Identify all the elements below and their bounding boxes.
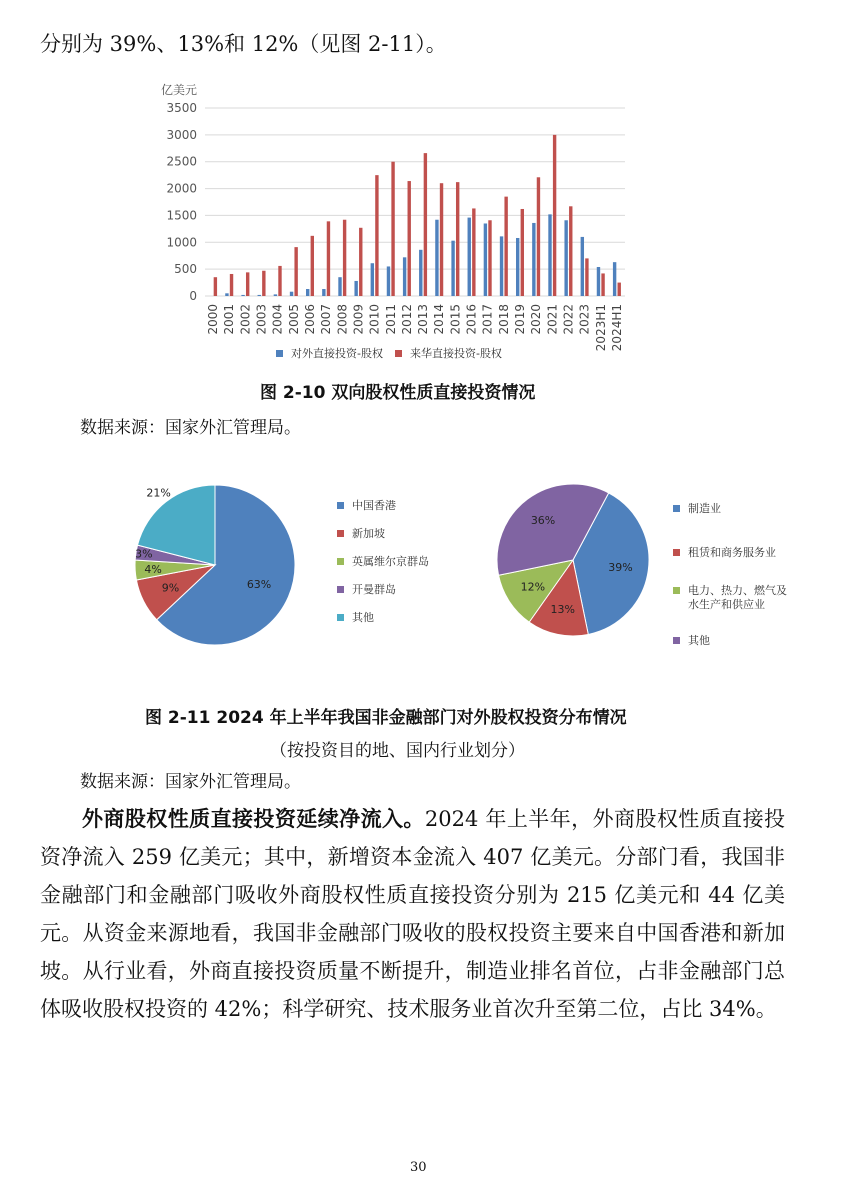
bar-x-tick-label: 2012 [399,304,414,335]
bar-outward-2008 [338,277,341,296]
legend-inward-swatch [395,350,402,357]
bar-inward-2020 [537,177,540,296]
bar-inward-2013 [424,153,427,296]
pie-slice-label-4: 21% [146,486,171,500]
bar-outward-2016 [468,218,471,296]
paragraph-body: 2024 年上半年，外商股权性质直接投资净流入 259 亿美元；其中，新增资本金流入 407 亿美元。分部门看，我国非金融部门和金融部门吸收外商股权性质直接投资分别为 215 亿美元和 44 亿美元。从资金来源地看，我国非金融部门吸收的股权投资主要来自中国香港和新加坡。从行业看，外商直接投资质量不断提升，制造业排名首位，占非金融部门总体吸收股权投资的 42%；科学研究、技术服务业首次升至第二位，占比 34%。 [40,807,786,1021]
bar-inward-2006 [311,236,314,296]
bar-inward-2018 [504,197,507,296]
page-number: 30 [410,1160,427,1175]
bar-inward-2021 [553,135,556,296]
figure-2-11-caption: 图 2-11 2024 年上半年我国非金融部门对外股权投资分布情况 [145,708,627,728]
bar-y-tick-label: 2000 [166,181,197,196]
bar-x-tick-label: 2008 [335,304,350,335]
bar-inward-2000 [214,277,217,296]
bar-x-tick-label: 2015 [448,304,463,335]
bar-outward-2003 [258,295,261,296]
bar-outward-2017 [484,223,487,296]
figure-2-10-source: 数据来源：国家外汇管理局。 [80,418,301,438]
legend-item-leasing: 租赁和商务服务业 [673,544,787,560]
bar-outward-2002 [241,295,244,296]
legend-item-other-industries: 其他 [673,632,787,648]
bar-y-tick-label: 0 [189,289,197,303]
legend-outward-swatch [276,350,283,357]
bar-outward-2015 [451,241,454,296]
bar-chart-unit-label: 亿美元 [161,83,198,97]
bar-inward-2011 [391,162,394,296]
legend-item-hong-kong: 中国香港 [337,497,429,513]
bar-x-tick-label: 2018 [496,304,511,335]
destination-pie-chart [120,470,310,660]
bar-x-tick-label: 2007 [319,304,334,335]
bar-x-tick-label: 2010 [367,304,382,335]
bar-x-tick-label: 2014 [432,304,447,335]
bar-inward-2017 [488,220,491,296]
bar-y-tick-label: 1500 [166,208,197,223]
body-paragraph [40,800,785,1028]
bar-x-tick-label: 2009 [351,304,366,335]
paragraph-lead: 外商股权性质直接投资延续净流入。 [82,806,425,831]
bar-y-tick-label: 500 [174,262,197,277]
bar-x-tick-label: 2002 [238,304,253,335]
bar-outward-2022 [564,220,567,296]
legend-inward-label: 来华直接投资-股权 [409,347,502,360]
bar-x-tick-label: 2001 [222,304,237,335]
pie-slice-label-3: 36% [530,513,556,527]
bar-inward-2007 [327,221,330,296]
pie-slice-label-1: 9% [161,581,180,595]
bar-outward-2012 [403,257,406,296]
legend-item-utilities: 电力、热力、燃气及 水生产和供应业 [673,584,787,612]
bar-inward-2016 [472,208,475,296]
bar-outward-2005 [290,292,293,296]
bar-x-tick-label: 2020 [529,304,544,335]
bar-outward-2001 [225,293,228,296]
bar-outward-2009 [354,281,357,296]
pie-slice-label-1: 13% [550,602,576,616]
bar-x-tick-label: 2016 [464,304,479,335]
bar-outward-2013 [419,250,422,296]
bar-outward-2007 [322,289,325,296]
legend-outward-label: 对外直接投资-股权 [291,347,383,360]
bar-inward-2023H1 [601,273,604,296]
bar-x-tick-label: 2000 [206,304,221,335]
bar-x-tick-label: 2023 [577,304,592,335]
bar-outward-2019 [516,238,519,296]
industry-pie-chart [485,470,665,650]
legend-item-singapore: 新加坡 [337,525,429,541]
bar-inward-2001 [230,274,233,296]
bar-inward-2012 [408,181,411,296]
bar-outward-2024H1 [613,262,616,296]
bar-outward-2018 [500,236,503,296]
bar-x-tick-label: 2003 [254,304,269,335]
bar-outward-2021 [548,214,551,296]
bar-x-tick-label: 2005 [286,304,301,335]
bar-x-tick-label: 2017 [480,304,495,335]
bar-outward-2020 [532,223,535,296]
bar-inward-2008 [343,220,346,296]
bar-inward-2003 [262,271,265,296]
bar-outward-2010 [371,263,374,296]
figure-2-11-source: 数据来源：国家外汇管理局。 [80,772,301,792]
pie-slice-label-0: 63% [246,578,272,592]
bar-outward-2023 [581,237,584,296]
bar-y-tick-label: 3500 [166,101,197,115]
legend-item-cayman: 开曼群岛 [337,581,429,597]
pie-slice-label-2: 4% [144,562,162,576]
pie-slice-label-3: 3% [135,547,153,561]
bar-chart-legend [276,345,502,361]
legend-item-bvi: 英属维尔京群岛 [337,553,429,569]
bar-inward-2005 [294,247,297,296]
bar-x-tick-label: 2006 [303,304,317,335]
bar-inward-2009 [359,228,362,296]
bar-y-tick-label: 2500 [166,154,197,169]
bar-inward-2015 [456,182,459,296]
bar-inward-2014 [440,183,443,296]
bar-inward-2023 [585,258,588,296]
bar-inward-2010 [375,175,378,296]
legend-item-others: 其他 [337,609,429,625]
bar-outward-2023H1 [597,267,600,296]
bar-x-tick-label: 2011 [383,304,398,335]
bar-inward-2004 [278,266,281,296]
top-text-line: 分别为 39%、13%和 12%（见图 2-11）。 [40,32,447,56]
legend-item-manufacturing: 制造业 [673,500,787,516]
bar-y-tick-label: 3000 [166,127,197,142]
bar-inward-2019 [521,209,524,296]
bar-inward-2024H1 [618,283,621,296]
destination-pie-legend [337,497,429,637]
bar-x-tick-label: 2021 [545,304,560,335]
bar-inward-2002 [246,272,249,296]
bar-x-tick-label: 2022 [561,304,576,335]
pie-slice-label-2: 12% [520,580,546,594]
bar-x-tick-label: 2023H1 [593,304,608,352]
bar-x-tick-label: 2019 [513,304,527,335]
bar-outward-2014 [435,220,438,296]
bar-x-tick-label: 2013 [416,304,431,335]
industry-pie-legend [673,500,787,660]
bar-x-tick-label: 2004 [270,304,285,335]
bar-outward-2004 [274,294,277,296]
figure-2-11-subcaption: （按投资目的地、国内行业划分） [270,741,525,761]
figure-2-10-caption: 图 2-10 双向股权性质直接投资情况 [260,383,536,403]
bar-y-tick-label: 1000 [166,235,197,250]
bidirectional-equity-bar-chart [150,80,640,370]
bar-outward-2006 [306,289,309,296]
bar-outward-2011 [387,266,390,296]
bar-x-tick-label: 2024H1 [609,304,624,352]
bar-inward-2022 [569,206,572,296]
pie-slice-label-0: 39% [608,560,633,574]
